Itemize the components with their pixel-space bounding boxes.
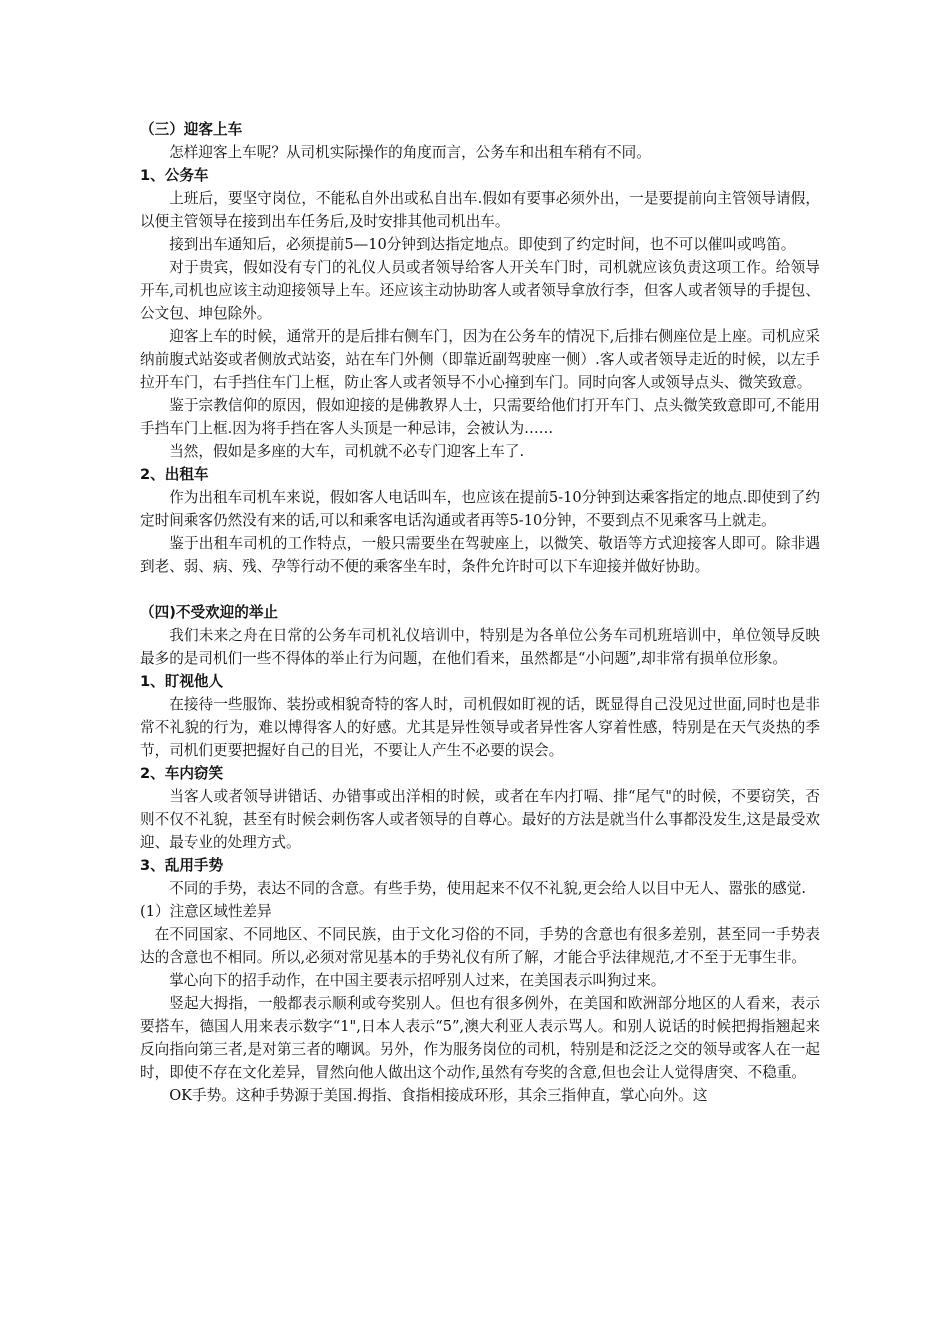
subheading-taxi: 2、出租车 (140, 466, 209, 483)
paragraph: 在接待一些服饰、装扮或相貌奇特的客人时，司机假如盯视的话，既显得自己没见过世面,同时也是非常不礼貌的行为，难以博得客人的好感。尤其是异性领导或者异性客人穿着性感，特别是在天气炎热的季节，司机们更要把握好自己的目光，不要让人产生不必要的误会。 (140, 696, 820, 759)
paragraph: OK手势。这种手势源于美国.拇指、食指相接成环形，其余三指伸直，掌心向外。这 (169, 1087, 708, 1104)
paragraph: 竖起大拇指，一般都表示顺利或夸奖别人。但也有很多例外，在美国和欧洲部分地区的人看来，表示要搭车，德国人用来表示数字“1",日本人表示“5”,澳大利亚人表示骂人。和别人说话的时候把拇指翘起来反向指向第三者,是对第三者的嘲讽。另外，作为服务岗位的司机，特别是和泛泛之交的领导或客人在一起时，即使不存在文化差异，冒然向他人做出这个动作,虽然有夸奖的含意,但也会让人觉得唐突、不稳重。 (140, 995, 820, 1081)
paragraph: 作为出租车司机车来说，假如客人电话叫车，也应该在提前5-10分钟到达乘客指定的地点.即使到了约定时间乘客仍然没有来的话,可以和乘客电话沟通或者再等5-10分钟，不要到点不见乘客马上就走。 (140, 489, 820, 529)
paragraph: 怎样迎客上车呢？从司机实际操作的角度而言，公务车和出租车稍有不同。 (169, 144, 651, 161)
paragraph: 不同的手势，表达不同的含意。有些手势，使用起来不仅不礼貌,更会给人以目中无人、嚣张的感觉. (169, 880, 807, 897)
paragraph: 鉴于出租车司机的工作特点，一般只需要坐在驾驶座上，以微笑、敬语等方式迎接客人即可。除非遇到老、弱、病、残、孕等行动不便的乘客坐车时，条件允许时可以下车迎接并做好协助。 (140, 535, 820, 575)
sub-subheading-regional: (1）注意区域性差异 (140, 903, 272, 920)
paragraph: 当然，假如是多座的大车，司机就不必专门迎客上车了. (169, 443, 525, 460)
paragraph: 接到出车通知后，必须提前5—10分钟到达指定地点。即使到了约定时间，也不可以催叫或鸣笛。 (169, 236, 796, 253)
paragraph: 对于贵宾，假如没有专门的礼仪人员或者领导给客人开关车门时，司机就应该负责这项工作。给领导开车,司机也应该主动迎接领导上车。还应该主动协助客人或者领导拿放行李，但客人或者领导的手提包、公文包、坤包除外。 (140, 259, 820, 322)
paragraph: 鉴于宗教信仰的原因，假如迎接的是佛教界人士，只需要给他们打开车门、点头微笑致意即可,不能用手挡车门上框.因为将手挡在客人头顶是一种忌讳，会被认为…… (140, 397, 820, 437)
subheading-laugh: 2、车内窃笑 (140, 765, 224, 782)
subheading-official-car: 1、公务车 (140, 167, 209, 184)
paragraph: 我们未来之舟在日常的公务车司机礼仪培训中，特别是为各单位公务车司机班培训中，单位领导反映最多的是司机们一些不得体的举止行为问题，在他们看来，虽然都是“小问题”,却非常有损单位形象。 (140, 627, 820, 667)
paragraph: 掌心向下的招手动作，在中国主要表示招呼别人过来，在美国表示叫狗过来。 (169, 972, 666, 989)
spacer (140, 578, 820, 601)
subheading-gesture: 3、乱用手势 (140, 857, 224, 874)
paragraph: 当客人或者领导讲错话、办错事或出洋相的时候，或者在车内打嗝、排“尾气"的时候，不要窃笑，否则不仅不礼貌，甚至有时候会刺伤客人或者领导的自尊心。最好的方法是就当什么事都没发生,这是最受欢迎、最专业的处理方式。 (140, 788, 820, 851)
section-heading-welcome: （三）迎客上车 (140, 121, 243, 138)
document-page (140, 118, 820, 1107)
section-heading-unwelcome: （四)不受欢迎的举止 (140, 604, 279, 621)
paragraph: 迎客上车的时候，通常开的是后排右侧车门，因为在公务车的情况下,后排右侧座位是上座。司机应采纳前腹式站姿或者侧放式站姿，站在车门外侧（即靠近副驾驶座一侧）.客人或者领导走近的时候，以左手拉开车门，右手挡住车门上框，防止客人或者领导不小心撞到车门。同时向客人或领导点头、微笑致意。 (140, 328, 820, 391)
subheading-stare: 1、盯视他人 (140, 673, 224, 690)
paragraph: 在不同国家、不同地区、不同民族，由于文化习俗的不同，手势的含意也有很多差别，甚至同一手势表达的含意也不相同。所以,必须对常见基本的手势礼仪有所了解，才能合乎法律规范,才不至于无事生非。 (140, 926, 820, 966)
paragraph: 上班后，要坚守岗位，不能私自外出或私自出车.假如有要事必须外出，一是要提前向主管领导请假，以便主管领导在接到出车任务后,及时安排其他司机出车。 (140, 190, 820, 230)
